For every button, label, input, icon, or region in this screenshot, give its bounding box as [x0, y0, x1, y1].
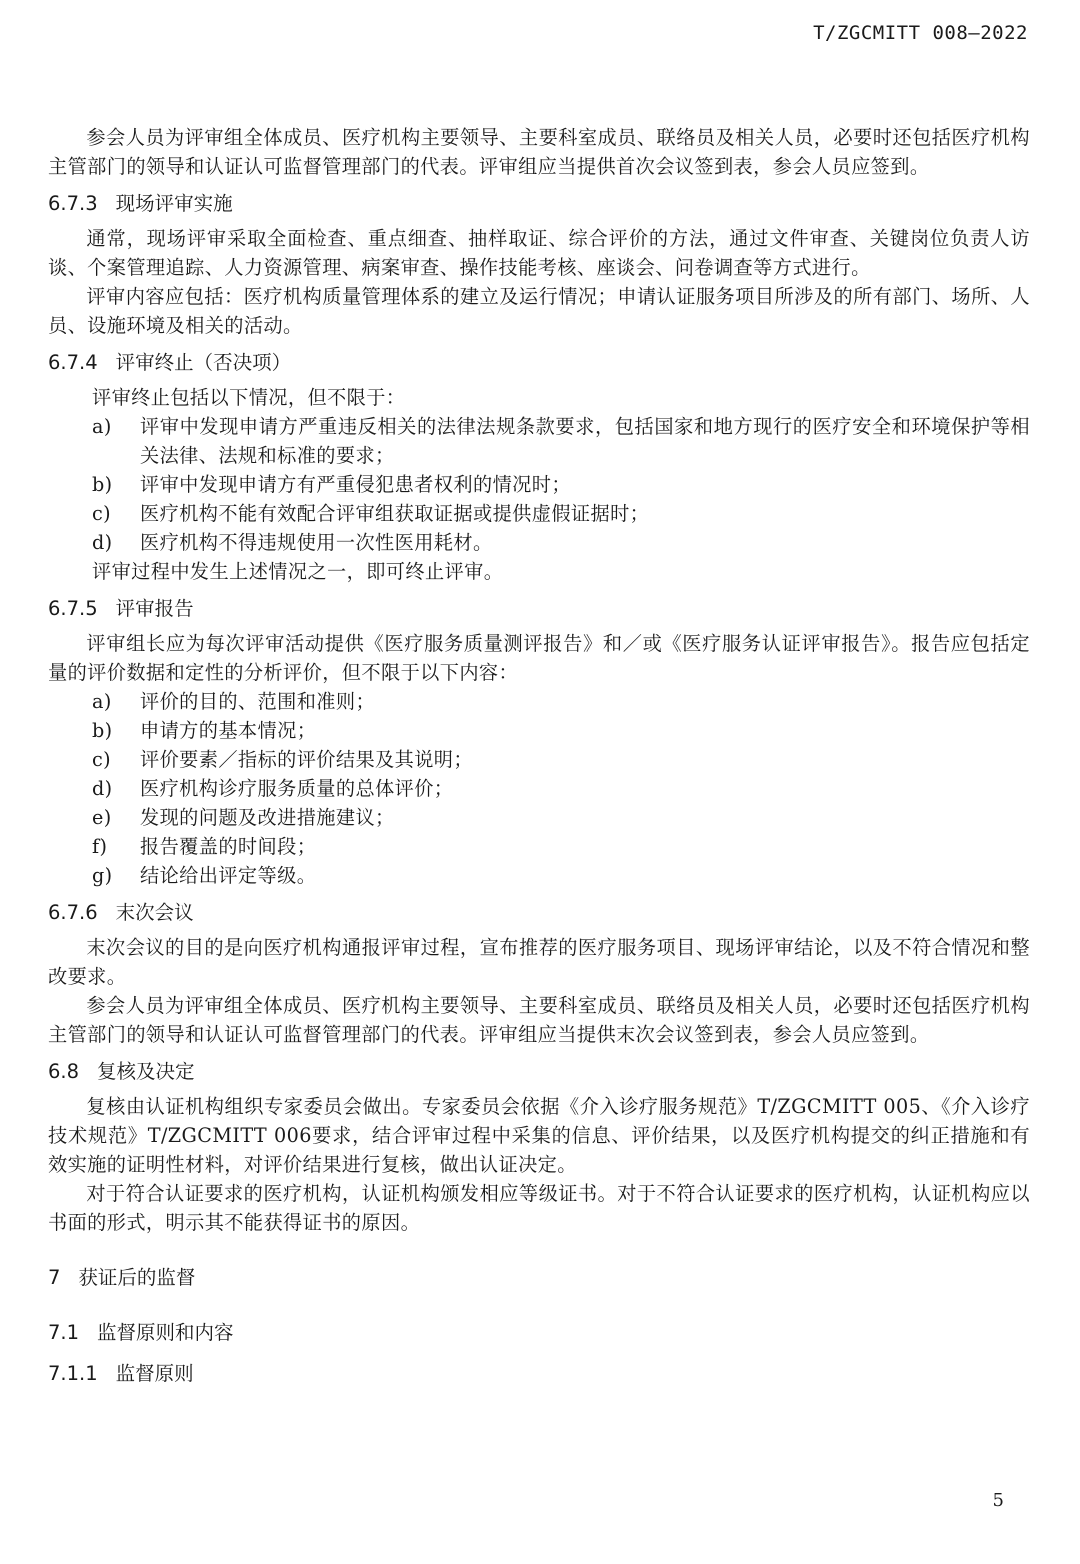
section-heading-6-7-6	[48, 898, 1030, 927]
list-marker: g)	[92, 864, 113, 887]
list-text: 发现的问题及改进措施建议；	[140, 806, 395, 829]
list-marker: d)	[92, 531, 113, 554]
paragraph: 末次会议的目的是向医疗机构通报评审过程，宣布推荐的医疗服务项目、现场评审结论，以及不符合情况和整改要求。	[48, 936, 1030, 988]
section-number: 7	[48, 1266, 61, 1289]
list-marker: a)	[92, 415, 112, 438]
list-item	[48, 499, 1030, 528]
section-heading-6-7-4	[48, 348, 1030, 377]
paragraph: 评审过程中发生上述情况之一，即可终止评审。	[92, 560, 504, 583]
section-number: 6.7.3	[48, 192, 98, 215]
paragraph: 复核由认证机构组织专家委员会做出。专家委员会依据《介入诊疗服务规范》T/ZGCMITT 005、《介入诊疗技术规范》T/ZGCMITT 006要求，结合评审过程中采集的信息、评价结果，以及医疗机构提交的纠正措施和有效实施的证明性材料，对评价结果进行复核，做出认证决定。	[48, 1095, 1030, 1176]
section-title: 监督原则	[115, 1362, 194, 1385]
list-item	[48, 774, 1030, 803]
paragraph: 评审组长应为每次评审活动提供《医疗服务质量测评报告》和／或《医疗服务认证评审报告》。报告应包括定量的评价数据和定性的分析评价，但不限于以下内容：	[48, 632, 1030, 684]
section-number: 6.8	[48, 1060, 80, 1083]
section-title: 评审终止（否决项）	[115, 351, 292, 374]
list-item	[48, 412, 1030, 470]
section-title: 复核及决定	[97, 1060, 195, 1083]
paragraph: 对于符合认证要求的医疗机构，认证机构颁发相应等级证书。对于不符合认证要求的医疗机构，认证机构应以书面的形式，明示其不能获得证书的原因。	[48, 1182, 1030, 1234]
list-item	[48, 861, 1030, 890]
section-heading-7	[48, 1263, 1030, 1292]
section-number: 6.7.5	[48, 597, 98, 620]
list-text: 医疗机构不得违规使用一次性医用耗材。	[140, 531, 493, 554]
list-marker: f)	[92, 835, 108, 858]
list-marker: a)	[92, 690, 112, 713]
section-heading-7-1	[48, 1318, 1030, 1347]
section-number: 6.7.4	[48, 351, 98, 374]
list-marker: d)	[92, 777, 113, 800]
standard-code: T/ZGCMITT 008—2022	[813, 22, 1028, 44]
section-heading-6-7-5	[48, 594, 1030, 623]
section-heading-7-1-1	[48, 1359, 1030, 1388]
section-title: 末次会议	[115, 901, 194, 924]
section-heading-6-8	[48, 1057, 1030, 1086]
list-item	[48, 745, 1030, 774]
list-text: 评审中发现申请方严重违反相关的法律法规条款要求，包括国家和地方现行的医疗安全和环境保护等相关法律、法规和标准的要求；	[140, 415, 1030, 467]
section-title: 现场评审实施	[115, 192, 233, 215]
list-item	[48, 687, 1030, 716]
page-number: 5	[992, 1490, 1004, 1511]
paragraph: 评审终止包括以下情况，但不限于：	[92, 386, 406, 409]
list-item	[48, 832, 1030, 861]
section-number: 6.7.6	[48, 901, 98, 924]
list-text: 结论给出评定等级。	[140, 864, 317, 887]
list-text: 申请方的基本情况；	[140, 719, 317, 742]
paragraph: 参会人员为评审组全体成员、医疗机构主要领导、主要科室成员、联络员及相关人员，必要时还包括医疗机构主管部门的领导和认证认可监督管理部门的代表。评审组应当提供首次会议签到表，参会人员应签到。	[48, 126, 1030, 178]
paragraph: 通常，现场评审采取全面检查、重点细查、抽样取证、综合评价的方法，通过文件审查、关键岗位负责人访谈、个案管理追踪、人力资源管理、病案审查、操作技能考核、座谈会、问卷调查等方式进行。	[48, 227, 1030, 279]
section-heading-6-7-3	[48, 189, 1030, 218]
paragraph: 参会人员为评审组全体成员、医疗机构主要领导、主要科室成员、联络员及相关人员，必要时还包括医疗机构主管部门的领导和认证认可监督管理部门的代表。评审组应当提供末次会议签到表，参会人员应签到。	[48, 994, 1030, 1046]
section-title: 获证后的监督	[78, 1266, 196, 1289]
list-text: 评价要素／指标的评价结果及其说明；	[140, 748, 473, 771]
list-item	[48, 470, 1030, 499]
list-marker: b)	[92, 719, 113, 742]
paragraph: 评审内容应包括：医疗机构质量管理体系的建立及运行情况；申请认证服务项目所涉及的所有部门、场所、人员、设施环境及相关的活动。	[48, 285, 1030, 337]
list-item	[48, 803, 1030, 832]
section-number: 7.1	[48, 1321, 80, 1344]
section-title: 评审报告	[115, 597, 194, 620]
list-text: 评价的目的、范围和准则；	[140, 690, 376, 713]
section-number: 7.1.1	[48, 1362, 98, 1385]
list-marker: c)	[92, 748, 112, 771]
list-marker: b)	[92, 473, 113, 496]
list-text: 医疗机构不能有效配合评审组获取证据或提供虚假证据时；	[140, 502, 650, 525]
list-text: 医疗机构诊疗服务质量的总体评价；	[140, 777, 454, 800]
list-marker: e)	[92, 806, 112, 829]
list-item	[48, 716, 1030, 745]
list-text: 报告覆盖的时间段；	[140, 835, 317, 858]
section-title: 监督原则和内容	[97, 1321, 234, 1344]
list-text: 评审中发现申请方有严重侵犯患者权利的情况时；	[140, 473, 571, 496]
document-body	[48, 123, 1030, 1394]
list-marker: c)	[92, 502, 112, 525]
list-item	[48, 528, 1030, 557]
